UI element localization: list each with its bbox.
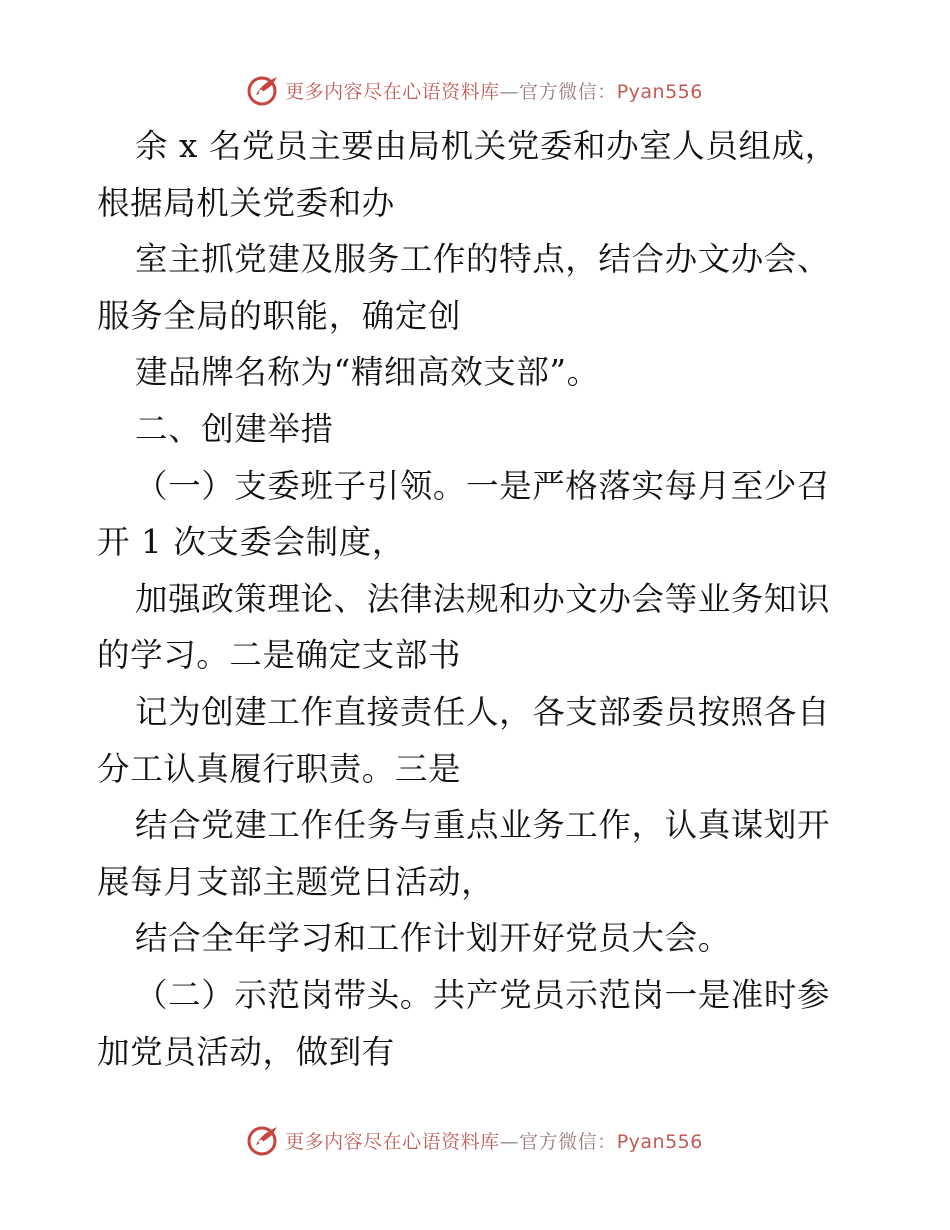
text-line: 开 1 次支委会制度， (97, 523, 405, 562)
text-line: 服务全局的职能，确定创 (97, 296, 462, 335)
watermark-text: 更多内容尽在心语资料库—官方微信：Pyan556 (285, 1130, 703, 1153)
text-line: 结合全年学习和工作计划开好党员大会。 (135, 919, 731, 958)
text-line: 根据局机关党委和办 (97, 183, 395, 222)
text-line: （一）支委班子引领。一是严格落实每月至少召 (135, 466, 831, 505)
text-line: 结合党建工作任务与重点业务工作，认真谋划开 (135, 806, 831, 845)
text-line: 室主抓党建及服务工作的特点，结合办文办会、 (135, 240, 831, 279)
text-line: 的学习。二是确定支部书 (97, 636, 462, 675)
text-line: 展每月支部主题党日活动， (97, 862, 495, 901)
footer-watermark (0, 1120, 950, 1160)
text-line: 加党员活动，做到有 (97, 1032, 395, 1071)
text-line: 加强政策理论、法律法规和办文办会等业务知识 (135, 579, 831, 618)
text-line: 二、创建举措 (135, 409, 334, 448)
text-line: 分工认真履行职责。三是 (97, 749, 462, 788)
document-body (97, 118, 857, 1080)
pen-logo-icon (247, 73, 281, 107)
watermark-text: 更多内容尽在心语资料库—官方微信：Pyan556 (285, 80, 703, 103)
text-line: 余 x 名党员主要由局机关党委和办室人员组成， (135, 127, 838, 165)
text-line: （二）示范岗带头。共产党员示范岗一是准时参 (135, 975, 831, 1014)
pen-logo-icon (247, 1123, 281, 1157)
text-line: 记为创建工作直接责任人，各支部委员按照各自 (135, 692, 831, 731)
text-line: 建品牌名称为“精细高效支部”。 (135, 353, 600, 392)
header-watermark (0, 70, 950, 110)
